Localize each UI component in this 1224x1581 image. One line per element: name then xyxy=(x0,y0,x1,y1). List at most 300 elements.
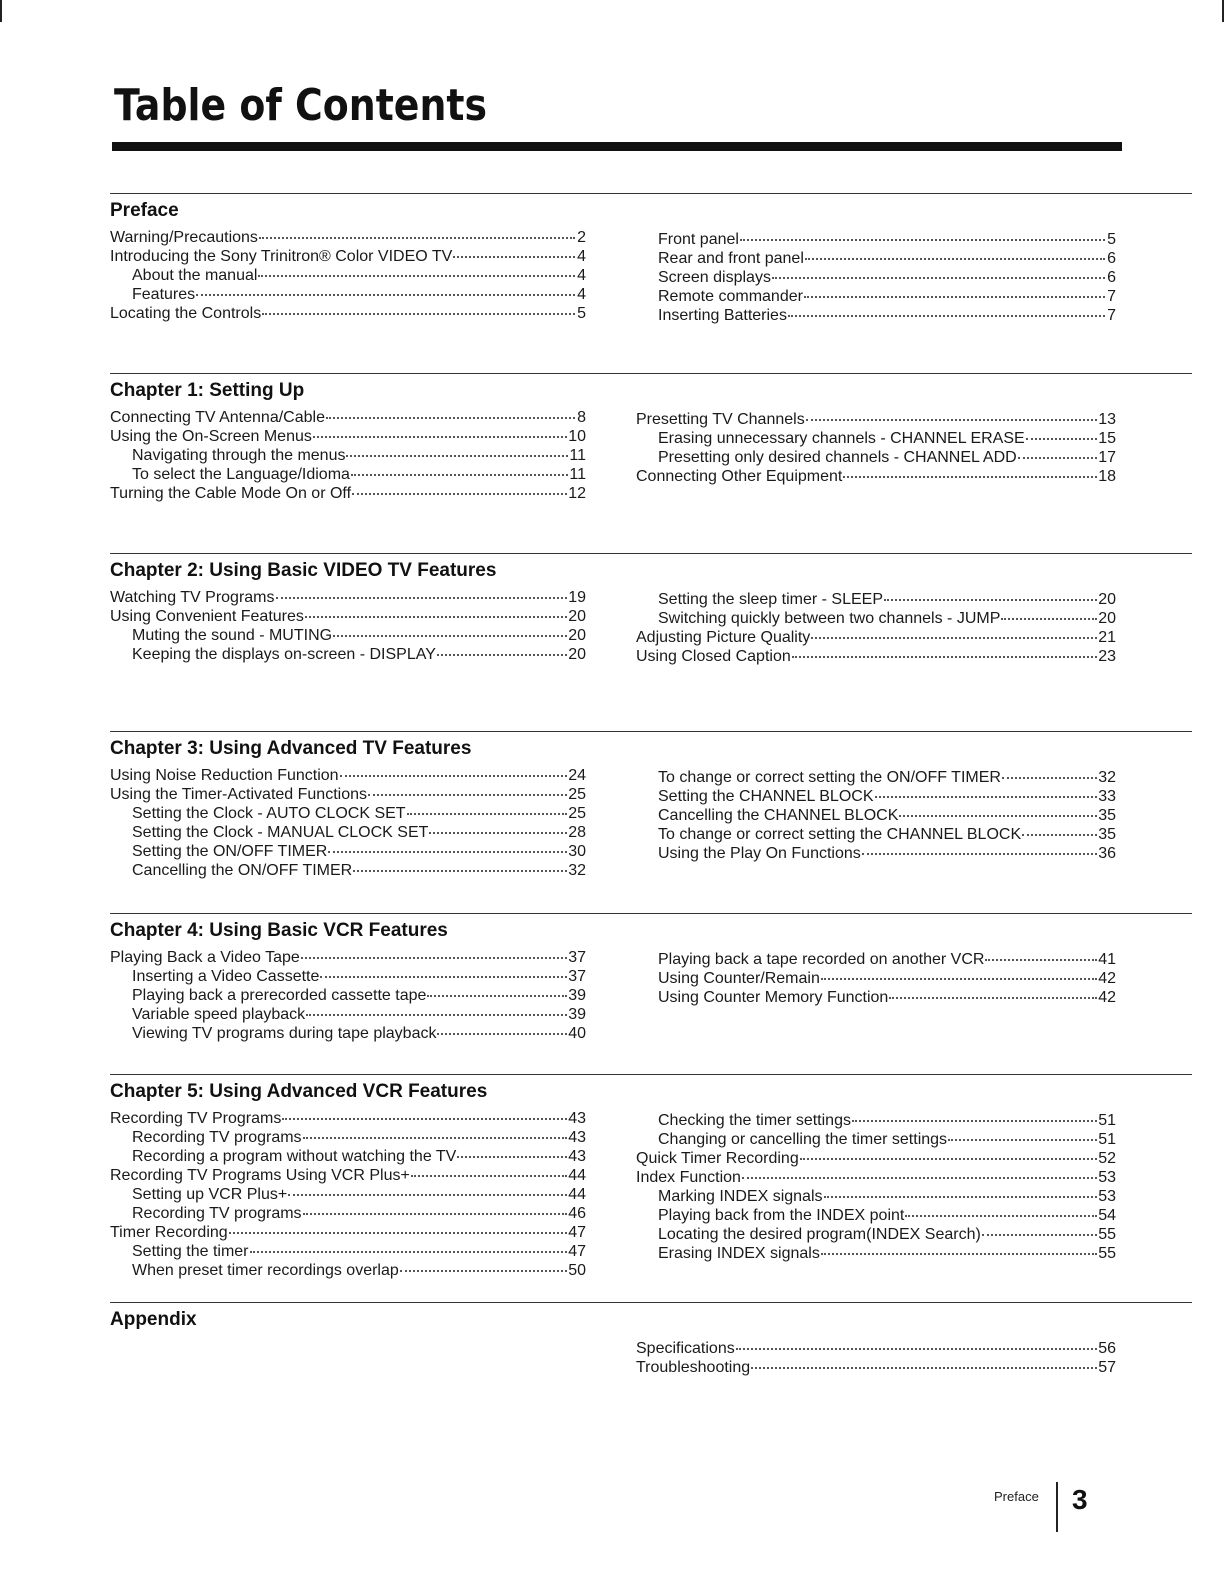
dot-leader xyxy=(328,851,567,853)
dot-leader xyxy=(288,1194,567,1196)
toc-entry-page: 17 xyxy=(1098,449,1116,466)
dot-leader xyxy=(740,239,1105,241)
toc-left-column xyxy=(110,408,586,503)
toc-entry-title: Using Noise Reduction Function xyxy=(110,767,339,784)
dot-leader xyxy=(407,813,568,815)
dot-leader xyxy=(806,419,1098,421)
toc-entry xyxy=(110,861,586,880)
section-rule xyxy=(110,1302,1192,1303)
dot-leader xyxy=(800,1158,1097,1160)
toc-entry-title: Keeping the displays on-screen - DISPLAY xyxy=(132,646,436,663)
toc-entry xyxy=(110,626,586,645)
toc-entry-title: Setting the timer xyxy=(132,1243,249,1260)
toc-entry xyxy=(636,825,1116,844)
toc-right-column xyxy=(636,410,1116,486)
toc-entry-page: 43 xyxy=(568,1129,586,1146)
dot-leader xyxy=(368,794,567,796)
toc-entry-page: 32 xyxy=(568,862,586,879)
toc-entry xyxy=(636,230,1116,249)
toc-entry-page: 11 xyxy=(569,466,586,483)
toc-entry-page: 39 xyxy=(568,987,586,1004)
toc-entry-title: Rear and front panel xyxy=(658,250,804,267)
toc-entry-title: Specifications xyxy=(636,1340,735,1357)
dot-leader xyxy=(905,1215,1097,1217)
toc-entry-page: 30 xyxy=(568,843,586,860)
toc-entry-page: 39 xyxy=(568,1006,586,1023)
toc-entry-title: Setting up VCR Plus+ xyxy=(132,1186,288,1203)
toc-entry-page: 4 xyxy=(577,286,586,303)
toc-entry-title: Viewing TV programs during tape playback xyxy=(132,1025,437,1042)
dot-leader xyxy=(1018,457,1098,459)
toc-entry xyxy=(110,607,586,626)
toc-entry-title: Erasing unnecessary channels - CHANNEL ERASE xyxy=(658,430,1025,447)
toc-entry-title: Recording TV Programs xyxy=(110,1110,282,1127)
toc-entry xyxy=(110,645,586,664)
section-chapter-1 xyxy=(106,373,1192,502)
toc-entry xyxy=(110,948,586,967)
toc-entry-title: Remote commander xyxy=(658,288,803,305)
toc-entry xyxy=(636,268,1116,287)
section-rule xyxy=(110,913,1192,914)
dot-leader xyxy=(326,417,575,419)
toc-entry-title: Using Convenient Features xyxy=(110,608,304,625)
toc-entry-page: 56 xyxy=(1098,1340,1116,1357)
toc-entry-page: 28 xyxy=(568,824,586,841)
toc-entry-title: Playing back a tape recorded on another VCR xyxy=(658,951,985,968)
toc-entry-title: To change or correct setting the ON/OFF TIMER xyxy=(658,769,1001,786)
toc-entry xyxy=(636,609,1116,628)
dot-leader xyxy=(301,957,567,959)
toc-entry-title: Setting the sleep timer - SLEEP xyxy=(658,591,883,608)
toc-entry xyxy=(110,588,586,607)
toc-entry-page: 7 xyxy=(1107,288,1116,305)
dot-leader xyxy=(303,1137,568,1139)
toc-entry-title: Warning/Precautions xyxy=(110,229,258,246)
toc-entry-page: 5 xyxy=(1107,231,1116,248)
toc-entry xyxy=(636,1187,1116,1206)
toc-entry-page: 25 xyxy=(568,786,586,803)
dot-leader xyxy=(805,258,1105,260)
toc-entry-title: Features xyxy=(132,286,196,303)
toc-entry xyxy=(636,590,1116,609)
toc-entry xyxy=(636,1168,1116,1187)
section-chapter-5 xyxy=(106,1074,1192,1279)
left-margin-mark xyxy=(0,0,2,22)
dot-leader xyxy=(862,853,1097,855)
toc-entry-title: Watching TV Programs xyxy=(110,589,275,606)
toc-entry-title: Index Function xyxy=(636,1169,741,1186)
toc-entry-page: 20 xyxy=(1098,591,1116,608)
page-number: 3 xyxy=(1072,1484,1088,1515)
toc-entry xyxy=(636,768,1116,787)
toc-entry-page: 33 xyxy=(1098,788,1116,805)
dot-leader xyxy=(276,597,568,599)
toc-entry-page: 40 xyxy=(568,1025,586,1042)
toc-entry-page: 12 xyxy=(568,485,586,502)
toc-entry-page: 20 xyxy=(568,627,586,644)
toc-entry-page: 50 xyxy=(568,1262,586,1279)
toc-entry-title: Setting the ON/OFF TIMER xyxy=(132,843,328,860)
section-heading: Chapter 1: Setting Up xyxy=(110,380,305,401)
toc-entry-title: Adjusting Picture Quality xyxy=(636,629,811,646)
toc-entry xyxy=(110,1242,586,1261)
toc-entry xyxy=(110,408,586,427)
toc-entry xyxy=(110,842,586,861)
toc-entry xyxy=(110,304,586,323)
toc-entry-title: Recording TV programs xyxy=(132,1205,302,1222)
toc-entry-page: 25 xyxy=(568,805,586,822)
toc-entry-page: 32 xyxy=(1098,769,1116,786)
dot-leader xyxy=(351,474,568,476)
toc-entry-page: 10 xyxy=(568,428,586,445)
dot-leader xyxy=(457,1156,567,1158)
toc-entry-page: 44 xyxy=(568,1186,586,1203)
toc-entry-title: Playing back from the INDEX point xyxy=(658,1207,905,1224)
toc-entry-page: 51 xyxy=(1098,1131,1116,1148)
toc-entry-page: 47 xyxy=(568,1224,586,1241)
toc-entry-page: 4 xyxy=(577,248,586,265)
dot-leader xyxy=(258,275,575,277)
dot-leader xyxy=(320,976,567,978)
dot-leader xyxy=(742,1177,1097,1179)
toc-entry-title: Variable speed playback xyxy=(132,1006,306,1023)
toc-entry-page: 35 xyxy=(1098,807,1116,824)
toc-right-column xyxy=(636,1111,1116,1263)
dot-leader xyxy=(353,870,567,872)
toc-entry xyxy=(636,647,1116,666)
dot-leader xyxy=(429,832,567,834)
toc-entry xyxy=(110,1109,586,1128)
toc-entry-title: Checking the timer settings xyxy=(658,1112,851,1129)
toc-entry xyxy=(110,1166,586,1185)
toc-entry-title: Muting the sound - MUTING xyxy=(132,627,333,644)
toc-entry-title: When preset timer recordings overlap xyxy=(132,1262,399,1279)
dot-leader xyxy=(333,635,567,637)
toc-entry-title: Front panel xyxy=(658,231,739,248)
toc-entry-page: 57 xyxy=(1098,1359,1116,1376)
toc-entry xyxy=(636,1339,1116,1358)
toc-right-column xyxy=(636,950,1116,1007)
toc-entry-title: Cancelling the ON/OFF TIMER xyxy=(132,862,353,879)
toc-entry-title: To change or correct setting the CHANNEL BLOCK xyxy=(658,826,1022,843)
dot-leader xyxy=(352,493,567,495)
toc-entry-title: Troubleshooting xyxy=(636,1359,751,1376)
toc-entry-page: 5 xyxy=(577,305,586,322)
toc-entry-page: 53 xyxy=(1098,1188,1116,1205)
section-heading: Chapter 3: Using Advanced TV Features xyxy=(110,738,472,759)
toc-entry xyxy=(110,766,586,785)
toc-entry-page: 46 xyxy=(568,1205,586,1222)
toc-entry xyxy=(636,969,1116,988)
dot-leader xyxy=(250,1251,568,1253)
toc-entry xyxy=(110,1261,586,1280)
dot-leader xyxy=(437,654,567,656)
toc-entry-title: Using Counter/Remain xyxy=(658,970,820,987)
toc-entry-title: About the manual xyxy=(132,267,258,284)
toc-entry-page: 13 xyxy=(1098,411,1116,428)
toc-entry xyxy=(110,228,586,247)
toc-entry xyxy=(110,484,586,503)
section-heading: Appendix xyxy=(110,1309,197,1330)
toc-entry-title: Playing Back a Video Tape xyxy=(110,949,300,966)
toc-entry xyxy=(110,804,586,823)
section-appendix xyxy=(106,1302,1192,1376)
toc-entry-page: 53 xyxy=(1098,1169,1116,1186)
dot-leader xyxy=(948,1139,1097,1141)
dot-leader xyxy=(736,1348,1097,1350)
dot-leader xyxy=(982,1234,1097,1236)
section-rule xyxy=(110,553,1192,554)
toc-entry-title: Cancelling the CHANNEL BLOCK xyxy=(658,807,899,824)
toc-entry-page: 20 xyxy=(568,608,586,625)
dot-leader xyxy=(1026,438,1098,440)
toc-entry-page: 6 xyxy=(1107,269,1116,286)
toc-entry-page: 6 xyxy=(1107,250,1116,267)
dot-leader xyxy=(1002,777,1097,779)
toc-entry-page: 8 xyxy=(577,409,586,426)
toc-entry-page: 47 xyxy=(568,1243,586,1260)
section-rule xyxy=(110,193,1192,194)
toc-entry-title: Connecting Other Equipment xyxy=(636,468,843,485)
section-rule xyxy=(110,731,1192,732)
toc-entry xyxy=(110,823,586,842)
dot-leader xyxy=(305,616,567,618)
toc-entry xyxy=(110,247,586,266)
dot-leader xyxy=(821,978,1097,980)
toc-left-column xyxy=(110,588,586,664)
dot-leader xyxy=(303,1213,568,1215)
toc-entry-page: 43 xyxy=(568,1148,586,1165)
toc-right-column xyxy=(636,1339,1116,1377)
section-rule xyxy=(110,1074,1192,1075)
section-heading: Chapter 4: Using Basic VCR Features xyxy=(110,920,448,941)
toc-entry-page: 7 xyxy=(1107,307,1116,324)
toc-entry xyxy=(636,988,1116,1007)
toc-entry-title: Using Counter Memory Function xyxy=(658,989,889,1006)
toc-entry xyxy=(110,986,586,1005)
toc-right-column xyxy=(636,590,1116,666)
toc-entry-title: Inserting Batteries xyxy=(658,307,787,324)
toc-entry xyxy=(110,266,586,285)
dot-leader xyxy=(792,656,1097,658)
toc-entry-title: Switching quickly between two channels - JUMP xyxy=(658,610,1001,627)
toc-entry-title: Navigating through the menus xyxy=(132,447,346,464)
toc-entry-title: Connecting TV Antenna/Cable xyxy=(110,409,325,426)
toc-entry-title: Changing or cancelling the timer settings xyxy=(658,1131,948,1148)
toc-entry xyxy=(636,467,1116,486)
toc-entry-title: Presetting TV Channels xyxy=(636,411,805,428)
toc-entry-page: 43 xyxy=(568,1110,586,1127)
toc-entry xyxy=(636,448,1116,467)
toc-entry xyxy=(110,1204,586,1223)
toc-entry-title: Playing back a prerecorded cassette tape xyxy=(132,987,427,1004)
toc-entry xyxy=(110,446,586,465)
page-title: Table of Contents xyxy=(114,80,488,131)
dot-leader xyxy=(788,315,1105,317)
toc-entry-title: Using the Timer-Activated Functions xyxy=(110,786,367,803)
toc-entry xyxy=(636,806,1116,825)
toc-entry-title: Locating the desired program(INDEX Search) xyxy=(658,1226,981,1243)
toc-entry-page: 52 xyxy=(1098,1150,1116,1167)
title-rule xyxy=(112,142,1122,151)
dot-leader xyxy=(899,815,1097,817)
toc-entry xyxy=(110,1128,586,1147)
toc-entry-page: 20 xyxy=(568,646,586,663)
dot-leader xyxy=(346,455,568,457)
toc-entry-page: 36 xyxy=(1098,845,1116,862)
toc-entry-title: Erasing INDEX signals xyxy=(658,1245,820,1262)
toc-entry-title: Recording TV Programs Using VCR Plus+ xyxy=(110,1167,410,1184)
toc-entry xyxy=(110,427,586,446)
dot-leader xyxy=(821,1253,1097,1255)
toc-entry xyxy=(110,1185,586,1204)
toc-entry-title: Setting the CHANNEL BLOCK xyxy=(658,788,874,805)
toc-entry-title: Presetting only desired channels - CHANNEL ADD xyxy=(658,449,1017,466)
toc-entry-page: 23 xyxy=(1098,648,1116,665)
toc-entry xyxy=(636,1206,1116,1225)
toc-entry-page: 37 xyxy=(568,949,586,966)
dot-leader xyxy=(262,313,575,315)
toc-entry xyxy=(636,1130,1116,1149)
dot-leader xyxy=(453,256,575,258)
dot-leader xyxy=(282,1118,567,1120)
toc-entry-page: 42 xyxy=(1098,989,1116,1006)
toc-entry xyxy=(636,950,1116,969)
toc-entry-page: 2 xyxy=(577,229,586,246)
toc-entry-title: Introducing the Sony Trinitron® Color VIDEO TV xyxy=(110,248,453,265)
toc-entry-title: Using the On-Screen Menus xyxy=(110,428,312,445)
toc-entry xyxy=(636,306,1116,325)
toc-entry-title: Turning the Cable Mode On or Off xyxy=(110,485,352,502)
toc-entry-title: To select the Language/Idioma xyxy=(132,466,350,483)
dot-leader xyxy=(875,796,1098,798)
toc-entry-page: 51 xyxy=(1098,1112,1116,1129)
section-chapter-2 xyxy=(106,553,1192,665)
toc-left-column xyxy=(110,228,586,323)
toc-entry-page: 11 xyxy=(569,447,586,464)
toc-entry-title: Recording a program without watching the TV xyxy=(132,1148,457,1165)
dot-leader xyxy=(340,775,568,777)
footer-divider xyxy=(1056,1482,1058,1532)
toc-entry-page: 37 xyxy=(568,968,586,985)
toc-right-column xyxy=(636,768,1116,863)
toc-entry-page: 19 xyxy=(568,589,586,606)
section-chapter-4 xyxy=(106,913,1192,1042)
toc-entry xyxy=(636,844,1116,863)
footer-section-label: Preface xyxy=(994,1489,1039,1504)
toc-entry-title: Marking INDEX signals xyxy=(658,1188,823,1205)
toc-entry xyxy=(636,1244,1116,1263)
toc-entry-page: 44 xyxy=(568,1167,586,1184)
toc-entry xyxy=(110,465,586,484)
toc-entry-page: 18 xyxy=(1098,468,1116,485)
toc-entry-title: Timer Recording xyxy=(110,1224,228,1241)
dot-leader xyxy=(811,637,1097,639)
toc-right-column xyxy=(636,230,1116,325)
toc-entry-page: 54 xyxy=(1098,1207,1116,1224)
dot-leader xyxy=(843,476,1097,478)
toc-entry xyxy=(636,287,1116,306)
dot-leader xyxy=(772,277,1105,279)
toc-entry xyxy=(636,1111,1116,1130)
toc-entry xyxy=(636,429,1116,448)
toc-entry xyxy=(636,628,1116,647)
dot-leader xyxy=(437,1033,567,1035)
toc-entry-title: Setting the Clock - MANUAL CLOCK SET xyxy=(132,824,429,841)
dot-leader xyxy=(427,995,567,997)
toc-entry-page: 15 xyxy=(1098,430,1116,447)
section-preface xyxy=(106,193,1192,324)
dot-leader xyxy=(259,237,575,239)
dot-leader xyxy=(411,1175,567,1177)
toc-entry-page: 24 xyxy=(568,767,586,784)
toc-entry-page: 42 xyxy=(1098,970,1116,987)
dot-leader xyxy=(306,1014,567,1016)
toc-entry-page: 21 xyxy=(1098,629,1116,646)
dot-leader xyxy=(196,294,575,296)
dot-leader xyxy=(1022,834,1097,836)
toc-left-column xyxy=(110,766,586,880)
dot-leader xyxy=(229,1232,568,1234)
dot-leader xyxy=(313,436,567,438)
section-heading: Chapter 5: Using Advanced VCR Features xyxy=(110,1081,488,1102)
dot-leader xyxy=(400,1270,567,1272)
dot-leader xyxy=(804,296,1105,298)
toc-entry-page: 4 xyxy=(577,267,586,284)
toc-left-column xyxy=(110,1109,586,1280)
dot-leader xyxy=(985,959,1097,961)
toc-entry xyxy=(110,1223,586,1242)
toc-entry xyxy=(110,1005,586,1024)
toc-entry-page: 55 xyxy=(1098,1226,1116,1243)
toc-entry-title: Recording TV programs xyxy=(132,1129,302,1146)
toc-left-column xyxy=(110,948,586,1043)
dot-leader xyxy=(1001,618,1097,620)
toc-entry-title: Using the Play On Functions xyxy=(658,845,861,862)
toc-entry xyxy=(636,249,1116,268)
dot-leader xyxy=(751,1367,1097,1369)
toc-entry-title: Setting the Clock - AUTO CLOCK SET xyxy=(132,805,406,822)
section-heading: Preface xyxy=(110,200,179,221)
toc-entry-title: Using Closed Caption xyxy=(636,648,791,665)
dot-leader xyxy=(852,1120,1097,1122)
dot-leader xyxy=(824,1196,1098,1198)
toc-entry xyxy=(110,785,586,804)
toc-entry xyxy=(636,1358,1116,1377)
toc-entry-page: 41 xyxy=(1098,951,1116,968)
toc-entry xyxy=(636,410,1116,429)
dot-leader xyxy=(884,599,1097,601)
toc-entry-page: 20 xyxy=(1098,610,1116,627)
toc-entry xyxy=(636,787,1116,806)
section-rule xyxy=(110,373,1192,374)
toc-entry xyxy=(110,1147,586,1166)
dot-leader xyxy=(889,997,1097,999)
toc-entry xyxy=(110,285,586,304)
section-chapter-3 xyxy=(106,731,1192,879)
toc-entry-title: Locating the Controls xyxy=(110,305,262,322)
toc-entry xyxy=(110,1024,586,1043)
toc-entry-title: Screen displays xyxy=(658,269,771,286)
toc-entry-title: Quick Timer Recording xyxy=(636,1150,799,1167)
section-heading: Chapter 2: Using Basic VIDEO TV Features xyxy=(110,560,497,581)
toc-entry-title: Inserting a Video Cassette xyxy=(132,968,320,985)
toc-entry xyxy=(636,1149,1116,1168)
toc-entry xyxy=(636,1225,1116,1244)
toc-entry-page: 55 xyxy=(1098,1245,1116,1262)
toc-entry-page: 35 xyxy=(1098,826,1116,843)
toc-entry xyxy=(110,967,586,986)
